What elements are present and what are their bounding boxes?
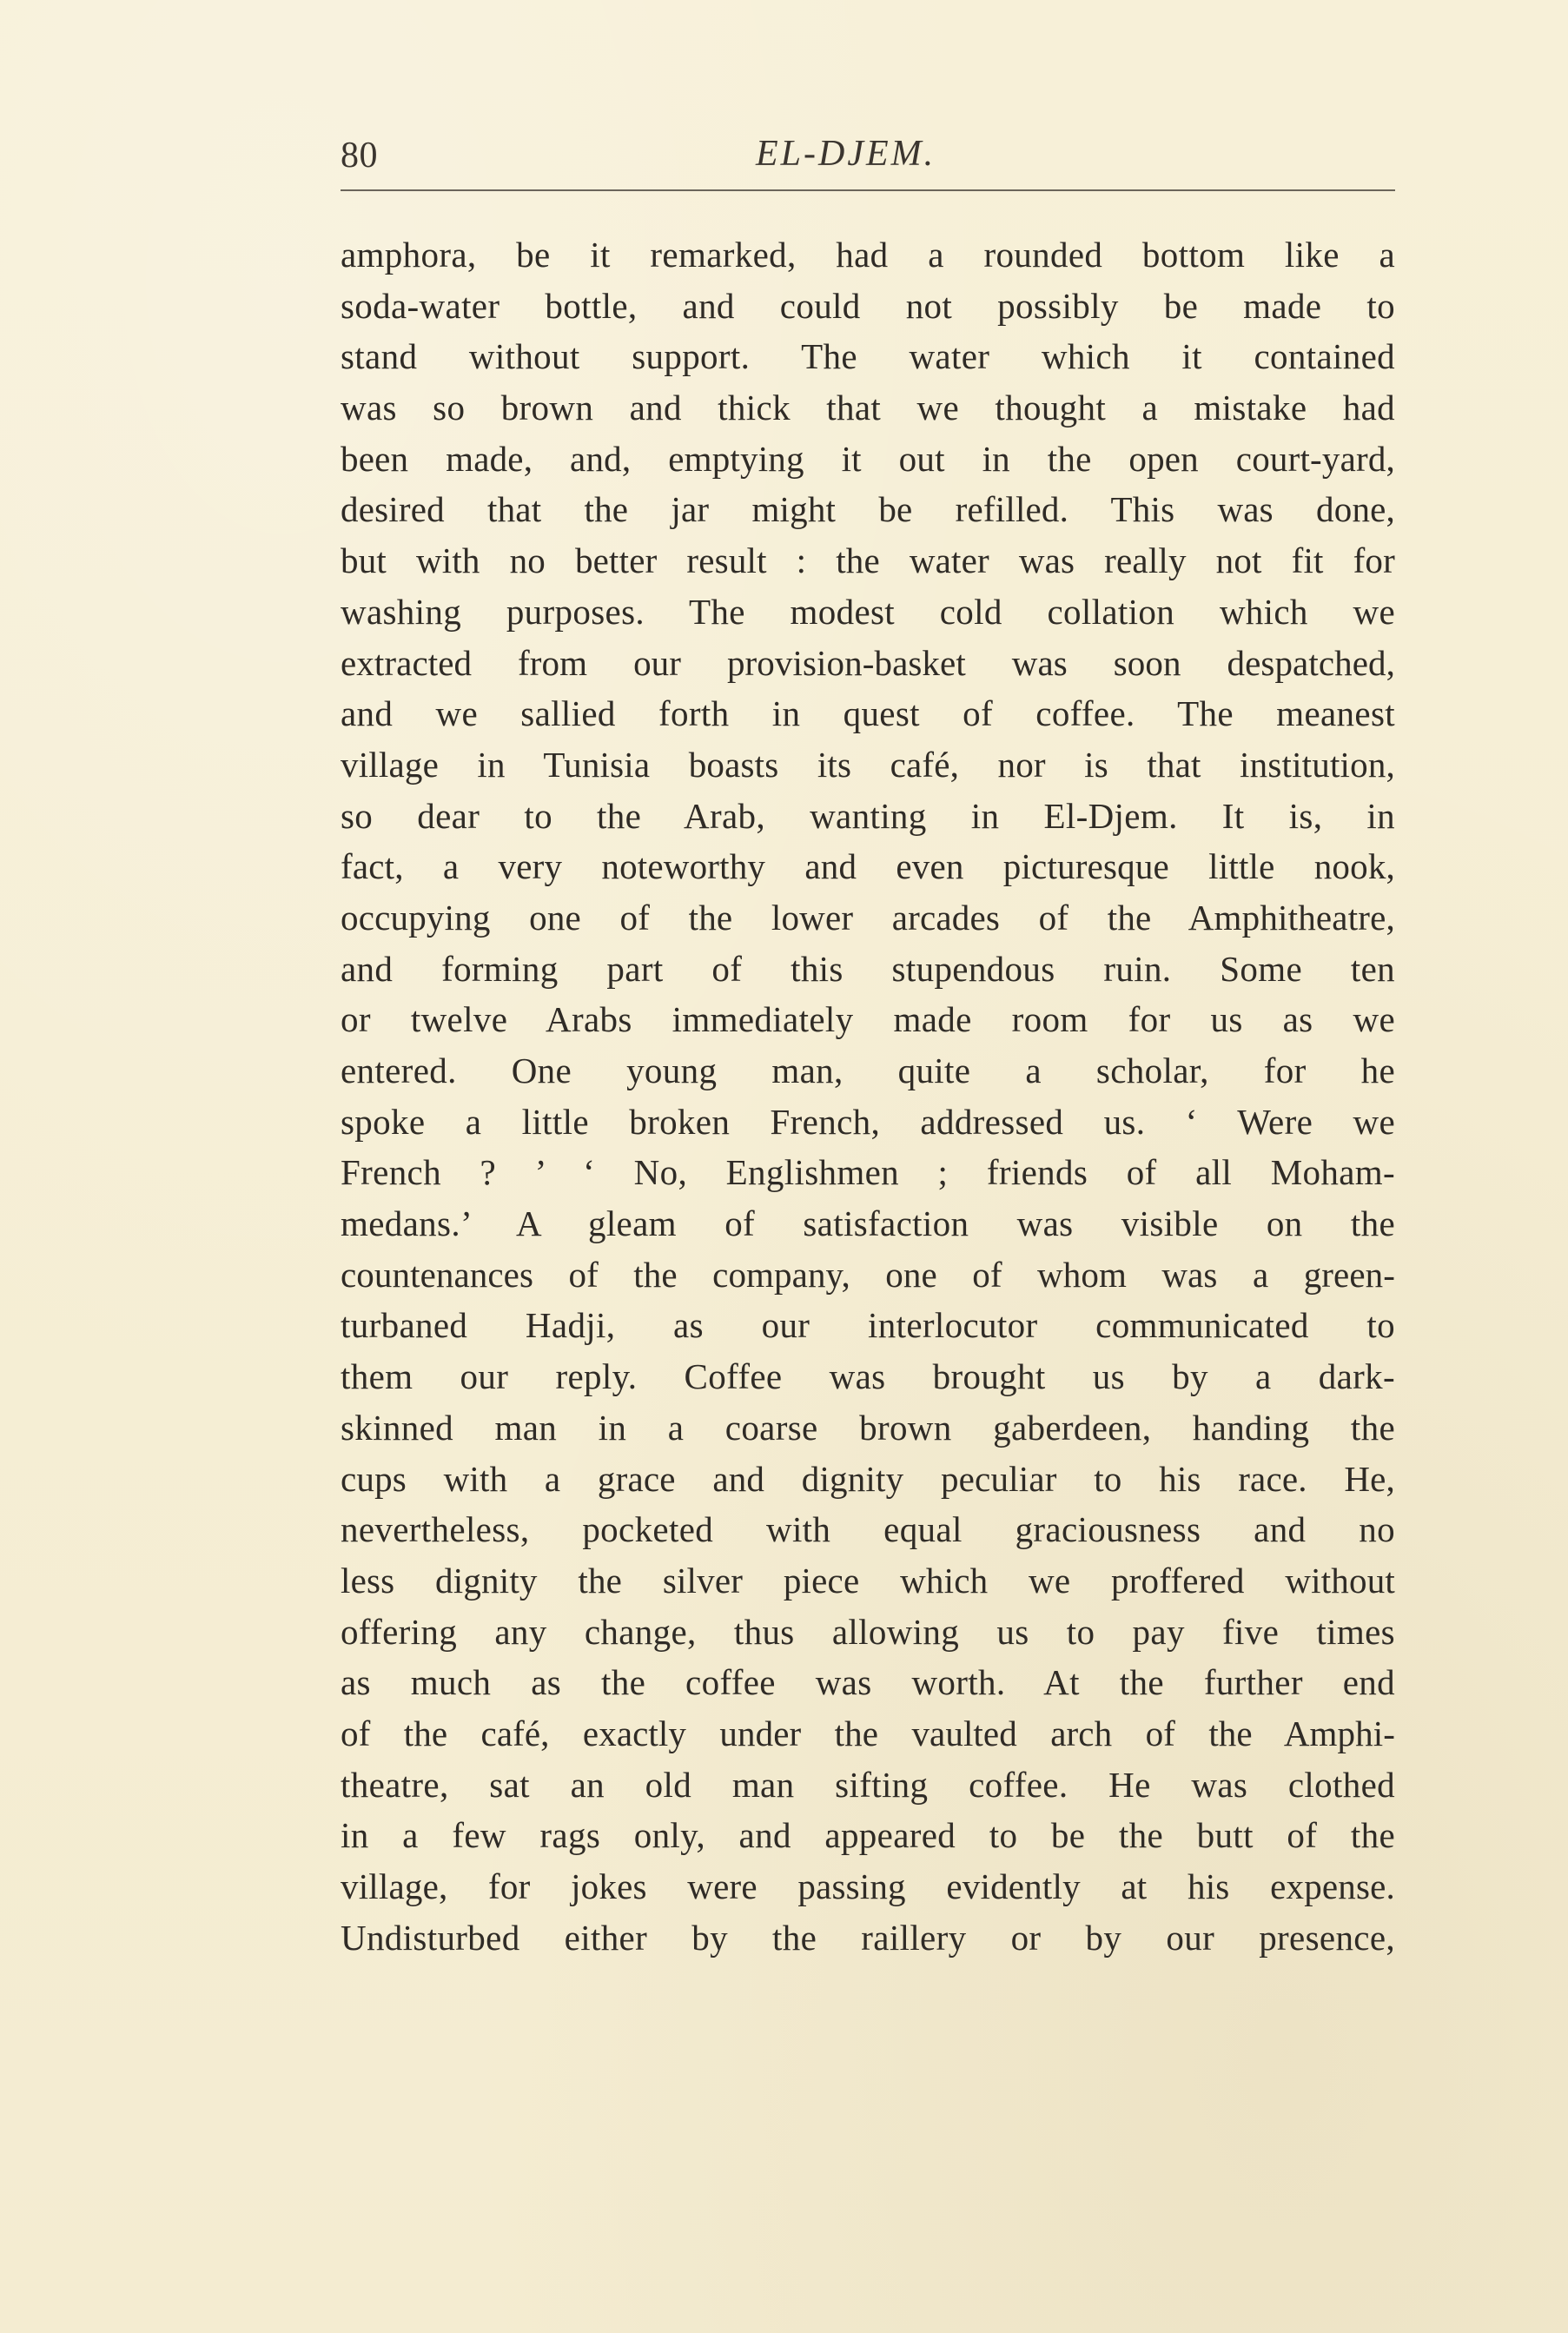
text-line: extracted from our provision-basket was soon despatched,: [341, 642, 1395, 683]
text-line: less dignity the silver piece which we proffered without: [341, 1560, 1395, 1601]
text-line: medans.’ A gleam of satisfaction was visible on the: [341, 1203, 1395, 1244]
text-line: and forming part of this stupendous ruin. Some ten: [341, 948, 1395, 989]
text-line: them our reply. Coffee was brought us by a dark-: [341, 1356, 1395, 1397]
text-line: soda-water bottle, and could not possibly be made to: [341, 285, 1395, 326]
text-line: stand without support. The water which it contained: [341, 336, 1395, 377]
text-line: amphora, be it remarked, had a rounded bottom like a: [341, 235, 1395, 275]
text-line: washing purposes. The modest cold collation which we: [341, 591, 1395, 632]
text-line: entered. One young man, quite a scholar, for he: [341, 1051, 1395, 1090]
text-line: village, for jokes were passing evidently at his expense.: [341, 1866, 1395, 1906]
body-text: [341, 229, 1395, 1963]
text-line: fact, a very noteworthy and even picturesque little nook,: [341, 846, 1395, 887]
text-line: offering any change, thus allowing us to pay five times: [341, 1611, 1395, 1652]
text-line: so dear to the Arab, wanting in El-Djem. It is, in: [341, 795, 1395, 836]
text-line: countenances of the company, one of whom was a green-: [341, 1254, 1395, 1295]
page-header: [341, 130, 1395, 193]
text-line: but with no better result : the water was really not fit for: [341, 540, 1395, 581]
text-line: occupying one of the lower arcades of the Amphitheatre,: [341, 897, 1395, 938]
text-line: turbaned Hadji, as our interlocutor communicated to: [341, 1305, 1395, 1346]
text-line: skinned man in a coarse brown gaberdeen, handing the: [341, 1407, 1395, 1448]
text-line: as much as the coffee was worth. At the further end: [341, 1662, 1395, 1703]
text-line: and we sallied forth in quest of coffee. The meanest: [341, 693, 1395, 734]
text-line: Undisturbed either by the raillery or by our presence,: [341, 1917, 1395, 1958]
text-line: spoke a little broken French, addressed us. ‘ Were we: [341, 1101, 1395, 1142]
text-line: was so brown and thick that we thought a mistake had: [341, 388, 1395, 428]
running-head: EL-DJEM.: [756, 134, 936, 174]
text-line: desired that the jar might be refilled. This was done,: [341, 489, 1395, 530]
page-number: 80: [341, 136, 378, 176]
text-line: of the café, exactly under the vaulted arch of the Amphi-: [341, 1713, 1395, 1753]
text-line: in a few rags only, and appeared to be the butt of the: [341, 1815, 1395, 1856]
text-line: cups with a grace and dignity peculiar to his race. He,: [341, 1458, 1395, 1499]
text-line: village in Tunisia boasts its café, nor is that institution,: [341, 744, 1395, 785]
header-rule: [341, 189, 1395, 191]
text-line: French ? ’ ‘ No, Englishmen ; friends of all Moham-: [341, 1152, 1395, 1193]
text-line: or twelve Arabs immediately made room for us as we: [341, 999, 1395, 1040]
text-line: been made, and, emptying it out in the open court-yard,: [341, 438, 1395, 479]
text-line: theatre, sat an old man sifting coffee. He was clothed: [341, 1764, 1395, 1805]
text-line: nevertheless, pocketed with equal graciousness and no: [341, 1509, 1395, 1550]
